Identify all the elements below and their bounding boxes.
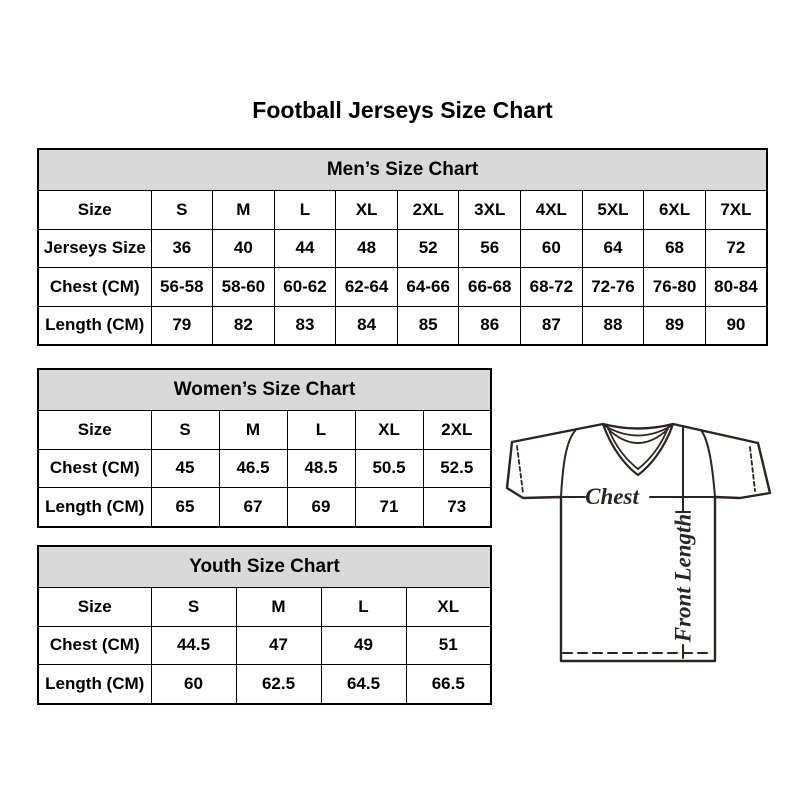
size-cell: 84 (336, 306, 398, 345)
size-cell: 46.5 (219, 449, 287, 488)
size-cell: M (219, 411, 287, 450)
table-row (38, 229, 767, 268)
size-cell: 83 (274, 306, 336, 345)
size-cell: 60 (151, 665, 236, 704)
table-title-row (38, 149, 767, 191)
row-label: Chest (CM) (38, 449, 151, 488)
size-cell: S (151, 411, 219, 450)
size-cell: S (151, 588, 236, 627)
size-cell: 65 (151, 488, 219, 527)
size-cell: 2XL (423, 411, 491, 450)
table-row (38, 449, 491, 488)
table-row (38, 626, 491, 665)
size-cell: 72-76 (582, 268, 644, 307)
table-row (38, 268, 767, 307)
size-cell: 5XL (582, 191, 644, 230)
row-label: Length (CM) (38, 665, 151, 704)
womens-size-table (37, 368, 492, 528)
youth-size-table (37, 545, 492, 705)
size-cell: 52 (397, 229, 459, 268)
size-cell: 82 (213, 306, 275, 345)
page-title: Football Jerseys Size Chart (252, 97, 553, 123)
table-row (38, 306, 767, 345)
row-label: Chest (CM) (38, 268, 151, 307)
size-cell: 4XL (521, 191, 583, 230)
size-cell: 49 (321, 626, 406, 665)
size-cell: 64 (582, 229, 644, 268)
size-cell: XL (406, 588, 491, 627)
size-cell: 66.5 (406, 665, 491, 704)
size-cell: 7XL (705, 191, 767, 230)
size-cell: 47 (236, 626, 321, 665)
size-cell: 40 (213, 229, 275, 268)
size-cell: 48.5 (287, 449, 355, 488)
size-cell: 44.5 (151, 626, 236, 665)
size-cell: 80-84 (705, 268, 767, 307)
row-label: Chest (CM) (38, 626, 151, 665)
size-cell: 79 (151, 306, 213, 345)
table-row (38, 488, 491, 527)
size-cell: 45 (151, 449, 219, 488)
size-cell: 6XL (644, 191, 706, 230)
table-title-row (38, 546, 491, 588)
size-cell: XL (336, 191, 398, 230)
chest-measure-label: Chest (585, 484, 639, 509)
size-cell: 69 (287, 488, 355, 527)
table-row (38, 588, 491, 627)
size-cell: 85 (397, 306, 459, 345)
size-cell: 62-64 (336, 268, 398, 307)
size-cell: 68-72 (521, 268, 583, 307)
size-cell: 2XL (397, 191, 459, 230)
size-cell: 62.5 (236, 665, 321, 704)
size-cell: L (321, 588, 406, 627)
size-cell: 89 (644, 306, 706, 345)
table-title: Women’s Size Chart (38, 369, 491, 411)
table-row (38, 411, 491, 450)
row-label: Size (38, 588, 151, 627)
size-cell: L (287, 411, 355, 450)
size-cell: 73 (423, 488, 491, 527)
size-cell: 3XL (459, 191, 521, 230)
row-label: Size (38, 411, 151, 450)
size-cell: 50.5 (355, 449, 423, 488)
row-label: Length (CM) (38, 306, 151, 345)
table-title: Men’s Size Chart (38, 149, 767, 191)
size-cell: 87 (521, 306, 583, 345)
size-cell: 90 (705, 306, 767, 345)
size-cell: 76-80 (644, 268, 706, 307)
table-row (38, 191, 767, 230)
front-length-measure-label: Front Length (670, 513, 696, 643)
size-cell: 71 (355, 488, 423, 527)
size-cell: 64-66 (397, 268, 459, 307)
size-cell: 60-62 (274, 268, 336, 307)
table-row (38, 665, 491, 704)
size-cell: M (213, 191, 275, 230)
jersey-measurement-diagram (500, 405, 782, 667)
row-label: Size (38, 191, 151, 230)
size-cell: 56 (459, 229, 521, 268)
size-cell: 58-60 (213, 268, 275, 307)
mens-size-table (37, 148, 768, 346)
size-cell: 72 (705, 229, 767, 268)
size-cell: M (236, 588, 321, 627)
size-cell: 52.5 (423, 449, 491, 488)
size-cell: XL (355, 411, 423, 450)
size-cell: 66-68 (459, 268, 521, 307)
size-cell: 68 (644, 229, 706, 268)
row-label: Jerseys Size (38, 229, 151, 268)
size-cell: 86 (459, 306, 521, 345)
size-cell: 64.5 (321, 665, 406, 704)
table-title-row (38, 369, 491, 411)
size-cell: 56-58 (151, 268, 213, 307)
table-title: Youth Size Chart (38, 546, 491, 588)
jersey-outline (507, 424, 770, 661)
row-label: Length (CM) (38, 488, 151, 527)
size-cell: 60 (521, 229, 583, 268)
size-cell: S (151, 191, 213, 230)
size-cell: 67 (219, 488, 287, 527)
size-cell: 51 (406, 626, 491, 665)
size-cell: 44 (274, 229, 336, 268)
size-cell: 88 (582, 306, 644, 345)
size-cell: 48 (336, 229, 398, 268)
size-cell: L (274, 191, 336, 230)
size-cell: 36 (151, 229, 213, 268)
